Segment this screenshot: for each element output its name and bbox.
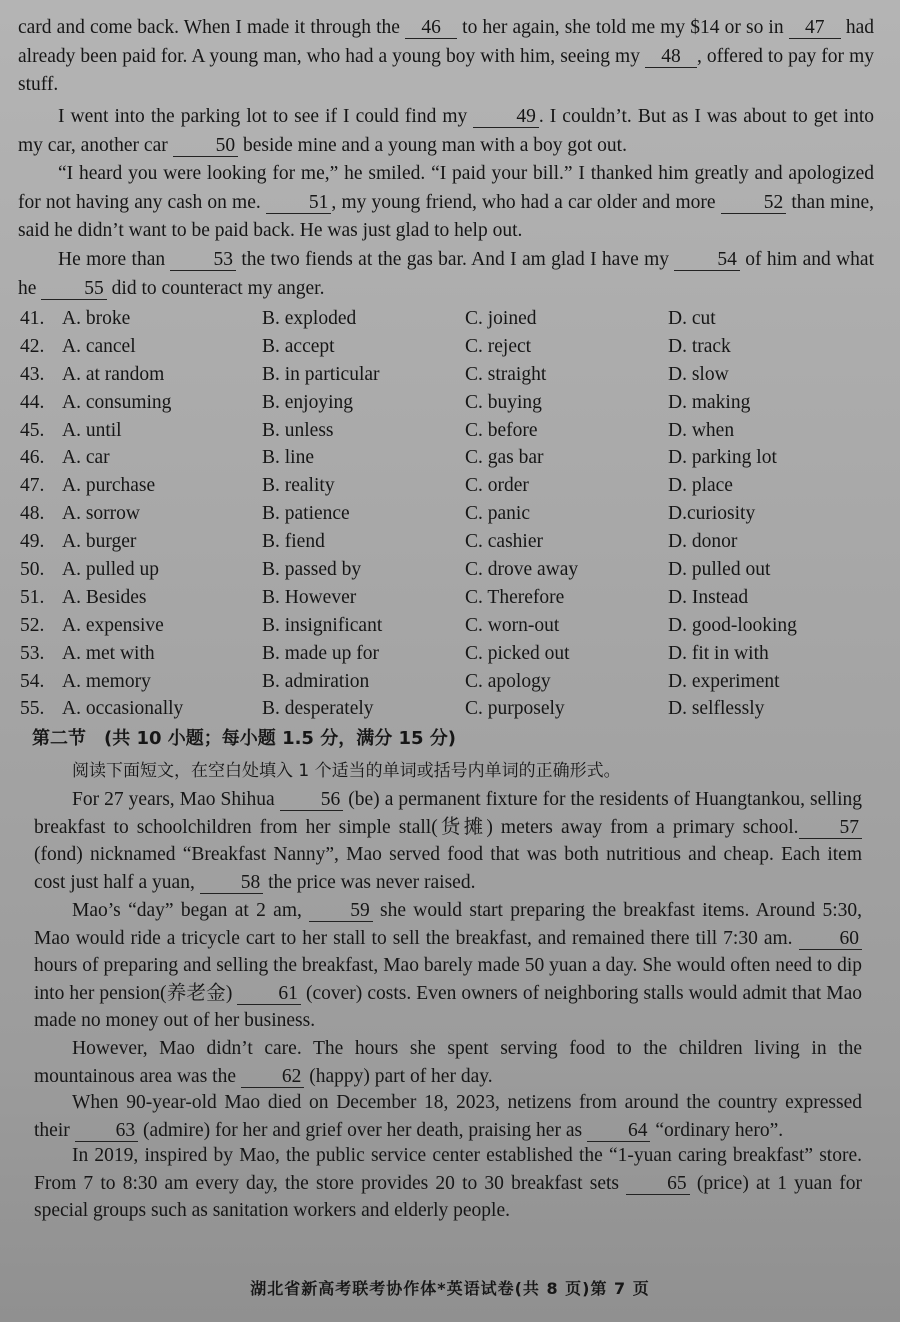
option-text: D. slow <box>668 363 729 385</box>
option-row <box>20 695 880 723</box>
blank-56: 56 <box>280 790 344 811</box>
option-text: D. cut <box>668 308 716 329</box>
option-text: 55. <box>20 698 45 720</box>
option-text: B. line <box>262 447 314 469</box>
option-text: A. burger <box>62 531 137 553</box>
option-text: D. parking lot <box>668 447 777 469</box>
option-text: B. admiration <box>262 670 370 692</box>
option-row <box>20 333 880 361</box>
option-text: A. cancel <box>62 335 136 357</box>
option-text: B. However <box>262 586 357 608</box>
option-text: D. good-looking <box>668 614 797 636</box>
option-text: C. order <box>465 475 529 497</box>
option-text: B. patience <box>262 503 350 525</box>
option-text: C. worn-out <box>465 614 560 636</box>
option-row <box>20 528 880 556</box>
option-text: A. pulled up <box>62 559 159 581</box>
option-row <box>20 556 880 584</box>
option-text: B. desperately <box>262 698 374 720</box>
option-text: A. consuming <box>62 391 172 413</box>
option-text: C. picked out <box>465 642 570 664</box>
option-text: D. experiment <box>668 670 780 692</box>
blank-47: 47 <box>789 18 841 39</box>
option-text: B. passed by <box>262 559 362 581</box>
blank-50: 50 <box>173 136 239 157</box>
option-text: B. in particular <box>262 363 380 385</box>
blank-53: 53 <box>170 250 236 271</box>
option-text: B. made up for <box>262 642 379 664</box>
option-text: D. fit in with <box>668 642 769 664</box>
blank-51: 51 <box>266 193 332 214</box>
option-text: 49. <box>20 531 45 553</box>
blank-52: 52 <box>721 193 787 214</box>
paragraph-3: “I heard you were looking for me,” he smiled. “I paid your bill.” I thanked him greatly and apologized for not having any cash on me. 51 , my young friend, who had a car older and more 52 than mine, said he didn’t want to be paid back. He was just glad to help out. <box>18 163 874 241</box>
option-text: A. broke <box>62 308 131 329</box>
option-text: C. joined <box>465 308 537 329</box>
blank-57: 57 <box>799 818 863 839</box>
option-row <box>20 361 880 389</box>
option-row <box>20 584 880 612</box>
option-text: D. when <box>668 419 735 441</box>
option-row <box>20 612 880 640</box>
option-text: A. sorrow <box>62 503 140 525</box>
option-text: A. at random <box>62 363 165 385</box>
option-text: D. making <box>668 391 751 413</box>
passage2-paragraph-1: For 27 years, Mao Shihua 56 (be) a permanent fixture for the residents of Huangtankou, selling breakfast to schoolchildren from her simple stall(货摊) meters away from a primary school. 57 (fond) nicknamed “Breakfast Nanny”, Mao served food that was both nutritious and cheap. Each item cost just half a yuan, 58 the price was never raised. <box>34 789 862 893</box>
option-text: 47. <box>20 475 45 497</box>
option-text: C. cashier <box>465 531 543 553</box>
blank-65: 65 <box>626 1174 690 1195</box>
option-text: A. expensive <box>62 614 164 636</box>
paragraph-4: He more than 53 the two fiends at the gas bar. And I am glad I have my 54 of him and what he 55 did to counteract my anger. <box>18 249 875 299</box>
option-text: A. Besides <box>62 586 147 608</box>
option-text: 50. <box>20 559 45 581</box>
option-row <box>20 305 880 333</box>
option-row <box>20 417 880 445</box>
option-text: C. purposely <box>465 698 565 720</box>
option-text: A. occasionally <box>62 698 184 720</box>
option-text: D. pulled out <box>668 559 771 581</box>
option-text: B. exploded <box>262 308 357 329</box>
blank-61: 61 <box>237 984 301 1005</box>
blank-60: 60 <box>799 929 863 950</box>
paragraph-2: I went into the parking lot to see if I could find my 49 . I couldn’t. But as I was about to get into my car, another car 50 beside mine and a young man with a boy got out. <box>18 106 874 156</box>
option-row <box>20 389 880 417</box>
option-text: D. Instead <box>668 586 749 608</box>
option-text: C. buying <box>465 391 542 413</box>
option-text: A. memory <box>62 670 151 692</box>
blank-59: 59 <box>309 901 373 922</box>
option-text: C. Therefore <box>465 586 565 608</box>
blank-55: 55 <box>41 279 107 300</box>
option-text: A. purchase <box>62 475 156 497</box>
option-text: A. until <box>62 419 122 441</box>
section-instruction: 阅读下面短文，在空白处填入 1 个适当的单词或括号内单词的正确形式。 <box>72 761 621 781</box>
option-text: B. unless <box>262 419 334 441</box>
option-text: C. panic <box>465 503 530 525</box>
option-text: 44. <box>20 391 45 413</box>
section-heading: 第二节 (共 10 小题；每小题 1.5 分，满分 15 分) <box>32 728 457 749</box>
passage2-paragraph-2: Mao’s “day” began at 2 am, 59 she would start preparing the breakfast items. Around 5:30, Mao would ride a tricycle cart to her stall to sell the breakfast, and remained there till 7:30 am. 60 hours of preparing and selling the breakfast, Mao barely made 50 yuan a day. She would often need to dip into her pension(养老金) 61 (cover) costs. Even owners of neighboring stalls would admit that Mao made no money out of her business. <box>34 900 862 1031</box>
option-text: D. donor <box>668 531 738 553</box>
passage2-paragraph-5: In 2019, inspired by Mao, the public service center established the “1-yuan caring breakfast” store. From 7 to 8:30 am every day, the store provides 20 to 30 breakfast sets 65 (price) at 1 yuan for special groups such as sanitation workers and elderly people. <box>34 1145 862 1221</box>
blank-64: 64 <box>587 1121 651 1142</box>
option-text: B. accept <box>262 335 335 357</box>
page-footer: 湖北省新高考联考协作体*英语试卷(共 8 页)第 7 页 <box>250 1279 650 1298</box>
option-text: 43. <box>20 363 45 385</box>
option-text: C. gas bar <box>465 447 544 469</box>
option-text: 54. <box>20 670 45 692</box>
option-text: 46. <box>20 447 45 469</box>
option-text: A. met with <box>62 642 155 664</box>
option-text: 48. <box>20 503 45 525</box>
option-row <box>20 472 880 500</box>
option-text: D. place <box>668 475 733 497</box>
option-row <box>20 668 880 696</box>
option-text: 51. <box>20 586 45 608</box>
blank-63: 63 <box>75 1121 139 1142</box>
blank-58: 58 <box>200 873 264 894</box>
blank-46: 46 <box>405 18 457 39</box>
passage2-paragraph-4: When 90-year-old Mao died on December 18, 2023, netizens from around the country expressed their 63 (admire) for her and grief over her death, praising her as 64 “ordinary hero”. <box>34 1092 862 1141</box>
blank-48: 48 <box>645 47 697 68</box>
option-text: B. enjoying <box>262 391 353 413</box>
blank-62: 62 <box>241 1067 305 1088</box>
option-text: D. track <box>668 335 731 357</box>
blank-54: 54 <box>674 250 740 271</box>
paragraph-1: card and come back. When I made it through the 46 to her again, she told me my $14 or so in 47 had already been paid for. A young man, who had a young boy with him, seeing my 48 , offered to pay for my stuff. <box>18 17 875 95</box>
option-text: C. drove away <box>465 559 579 581</box>
option-text: 52. <box>20 614 45 636</box>
option-text: B. fiend <box>262 531 325 553</box>
option-text: B. reality <box>262 475 335 497</box>
blank-49: 49 <box>473 107 539 128</box>
option-text: 45. <box>20 419 45 441</box>
option-text: C. before <box>465 419 538 441</box>
option-text: C. apology <box>465 670 551 692</box>
option-row <box>20 640 880 668</box>
options-table <box>20 305 880 723</box>
option-row <box>20 444 880 472</box>
passage2-paragraph-3: However, Mao didn’t care. The hours she spent serving food to the children living in the mountainous area was the 62 (happy) part of her day. <box>34 1038 862 1087</box>
option-text: C. straight <box>465 363 547 385</box>
option-row <box>20 500 880 528</box>
option-text: 42. <box>20 335 45 357</box>
option-text: D. selflessly <box>668 698 765 720</box>
option-text: D.curiosity <box>668 503 756 525</box>
option-text: 53. <box>20 642 45 664</box>
option-text: A. car <box>62 447 110 469</box>
option-text: B. insignificant <box>262 614 383 636</box>
option-text: C. reject <box>465 335 532 357</box>
option-text: 41. <box>20 308 45 329</box>
